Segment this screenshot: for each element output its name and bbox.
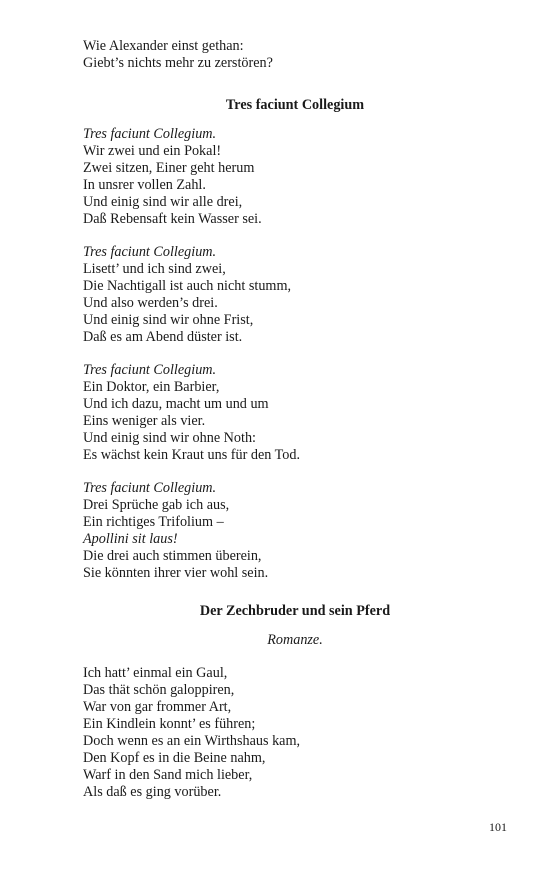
verse-line: Warf in den Sand mich lieber, [83, 767, 253, 783]
page-number: 101 [489, 820, 507, 834]
verse-line: Wie Alexander einst gethan: [83, 38, 244, 54]
verse-line: Die Nachtigall ist auch nicht stumm, [83, 278, 292, 294]
verse-line: Als daß es ging vorüber. [83, 784, 222, 800]
verse-line: Sie könnten ihrer vier wohl sein. [83, 565, 269, 581]
verse-line: Ein Doktor, ein Barbier, [83, 379, 220, 395]
verse-line: Apollini sit laus! [83, 531, 178, 547]
verse-line: War von gar frommer Art, [83, 699, 232, 715]
verse-line: Lisett’ und ich sind zwei, [83, 261, 226, 277]
verse-line: Daß es am Abend düster ist. [83, 329, 243, 345]
refrain-line: Tres faciunt Collegium. [83, 362, 217, 378]
verse-line: Das thät schön galoppiren, [83, 682, 235, 698]
refrain-line: Tres faciunt Collegium. [83, 126, 217, 142]
verse-line: Eins weniger als vier. [83, 413, 206, 429]
verse-line: Und einig sind wir ohne Frist, [83, 312, 254, 328]
verse-line: Und einig sind wir ohne Noth: [83, 430, 256, 446]
verse-line: In unsrer vollen Zahl. [83, 177, 206, 193]
verse-line: Den Kopf es in die Beine nahm, [83, 750, 266, 766]
poem-title: Tres faciunt Collegium [225, 97, 365, 113]
refrain-line: Tres faciunt Collegium. [83, 480, 217, 496]
verse-line: Drei Sprüche gab ich aus, [83, 497, 230, 513]
verse-line: Zwei sitzen, Einer geht herum [83, 160, 255, 176]
verse-line: Es wächst kein Kraut uns für den Tod. [83, 447, 301, 463]
verse-line: Wir zwei und ein Pokal! [83, 143, 222, 159]
verse-line: Und ich dazu, macht um und um [83, 396, 269, 412]
verse-line: Daß Rebensaft kein Wasser sei. [83, 211, 262, 227]
verse-line: Und einig sind wir alle drei, [83, 194, 243, 210]
verse-line: Ich hatt’ einmal ein Gaul, [83, 665, 228, 681]
refrain-line: Tres faciunt Collegium. [83, 244, 217, 260]
verse-line: Ein richtiges Trifolium – [83, 514, 224, 530]
verse-line: Und also werden’s drei. [83, 295, 218, 311]
poem-subtitle: Romanze. [267, 632, 323, 648]
verse-line: Doch wenn es an ein Wirthshaus kam, [83, 733, 301, 749]
verse-line: Ein Kindlein konnt’ es führen; [83, 716, 256, 732]
verse-line: Die drei auch stimmen überein, [83, 548, 262, 564]
verse-line: Giebt’s nichts mehr zu zerstören? [83, 55, 273, 71]
poem-title: Der Zechbruder und sein Pferd [199, 603, 391, 619]
